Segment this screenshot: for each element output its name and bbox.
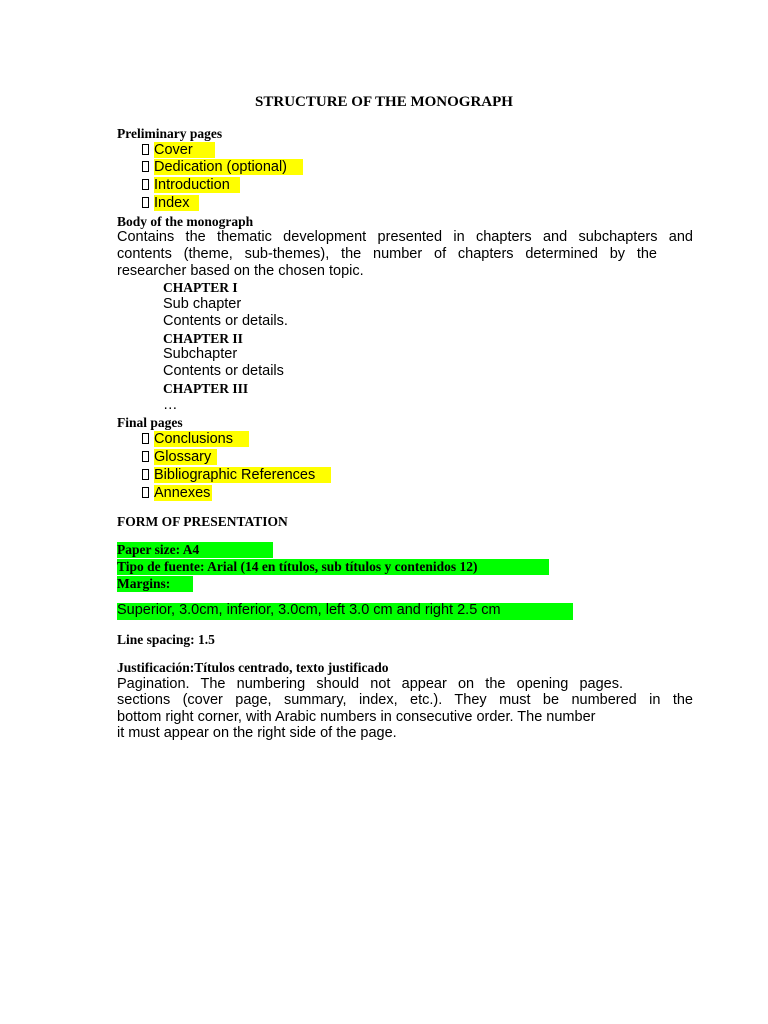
justification: Justificación:Títulos centrado, texto justificado xyxy=(117,660,389,675)
checkbox-glyph-icon xyxy=(142,179,149,190)
chapter-1-sub: Sub chapter xyxy=(163,296,242,312)
presentation-heading: FORM OF PRESENTATION xyxy=(117,514,288,529)
checkbox-glyph-icon xyxy=(142,161,149,172)
preliminary-heading: Preliminary pages xyxy=(117,126,223,141)
checkbox-glyph-icon xyxy=(142,433,149,444)
final-item-label: Glossary xyxy=(154,449,217,465)
chapter-2-sub: Subchapter xyxy=(163,346,238,362)
preliminary-item-dedication xyxy=(142,159,303,176)
body-heading: Body of the monograph xyxy=(117,214,254,229)
final-item-label: Bibliographic References xyxy=(154,467,331,483)
body-paragraph-line-2: contents (theme, sub-themes), the number of chapters determined by the xyxy=(117,246,657,262)
preliminary-item-index xyxy=(142,195,199,212)
chapter-2-title: CHAPTER II xyxy=(163,331,243,346)
paper-size: Paper size: A4 xyxy=(117,542,200,557)
font-type: Tipo de fuente: Arial (14 en títulos, sub títulos y contenidos 12) xyxy=(117,559,478,574)
chapter-1-title: CHAPTER I xyxy=(163,280,238,295)
preliminary-item-label: Index xyxy=(154,195,199,211)
checkbox-glyph-icon xyxy=(142,197,149,208)
final-item-label: Conclusions xyxy=(154,431,249,447)
preliminary-item-cover xyxy=(142,142,215,159)
final-item-conclusions xyxy=(142,431,249,448)
preliminary-item-label: Dedication (optional) xyxy=(154,159,303,175)
checkbox-glyph-icon xyxy=(142,469,149,480)
chapter-3-title: CHAPTER III xyxy=(163,381,249,396)
chapter-3-ellipsis: … xyxy=(163,397,178,413)
chapter-2-details: Contents or details xyxy=(163,363,284,379)
pagination-line-2: sections (cover page, summary, index, etc.). They must be numbered in the xyxy=(117,692,693,708)
final-item-label: Annexes xyxy=(154,485,211,501)
body-paragraph-line-3: researcher based on the chosen topic. xyxy=(117,263,364,279)
checkbox-glyph-icon xyxy=(142,451,149,462)
body-paragraph-line-1: Contains the thematic development presented in chapters and subchapters and xyxy=(117,229,693,245)
pagination-line-1: Pagination. The numbering should not appear on the opening pages. xyxy=(117,676,623,692)
final-item-references xyxy=(142,467,331,484)
margins-label: Margins: xyxy=(117,576,171,591)
preliminary-item-label: Introduction xyxy=(154,177,240,193)
final-heading: Final pages xyxy=(117,415,183,430)
checkbox-glyph-icon xyxy=(142,144,149,155)
pagination-line-4: it must appear on the right side of the page. xyxy=(117,725,397,741)
checkbox-glyph-icon xyxy=(142,487,149,498)
preliminary-item-introduction xyxy=(142,177,240,194)
chapter-1-details: Contents or details. xyxy=(163,313,288,329)
margins-value: Superior, 3.0cm, inferior, 3.0cm, left 3.0 cm and right 2.5 cm xyxy=(117,602,501,618)
line-spacing: Line spacing: 1.5 xyxy=(117,632,215,647)
preliminary-item-label: Cover xyxy=(154,142,215,158)
page-title: STRUCTURE OF THE MONOGRAPH xyxy=(255,94,513,110)
pagination-line-3: bottom right corner, with Arabic numbers in consecutive order. The number xyxy=(117,709,596,725)
final-item-annexes xyxy=(142,485,212,502)
final-item-glossary xyxy=(142,449,217,466)
